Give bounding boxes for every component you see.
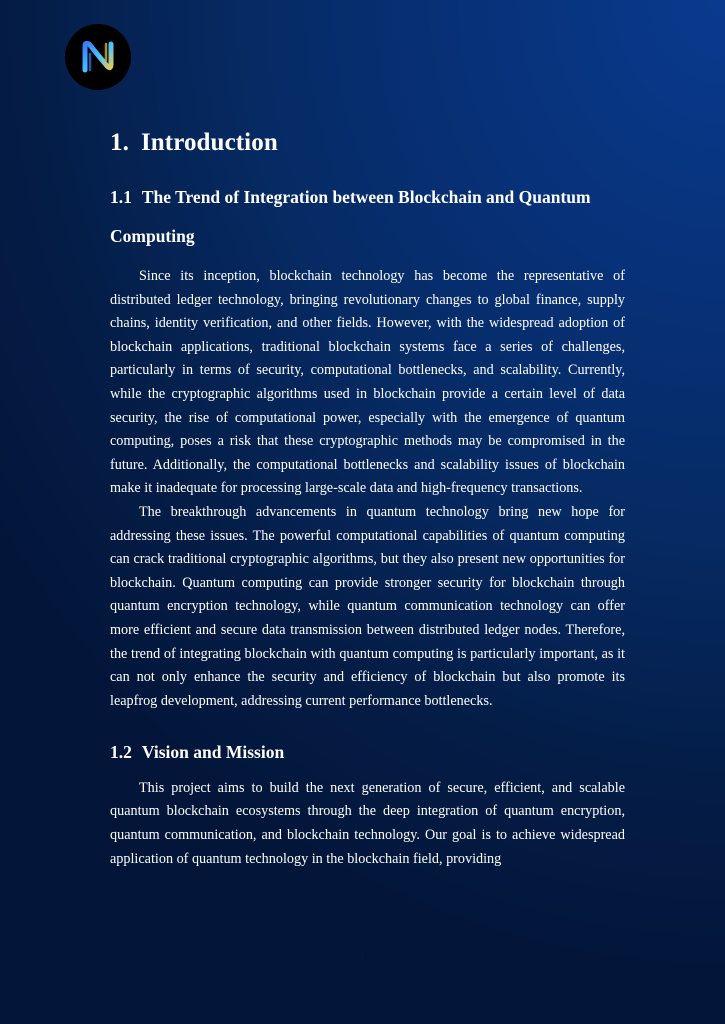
- paragraph: Since its inception, blockchain technology has become the representative of distributed ledger technology, bringing revolutionary changes to global finance, supply chains, identity verification, and other fields. However, with the widespread adoption of blockchain applications, traditional blockchain systems face a series of challenges, particularly in terms of security, computational bottlenecks, and scalability. Currently, while the cryptographic algorithms used in blockchain provide a certain level of data security, the rise of computational power, especially with the emergence of quantum computing, poses a risk that these cryptographic methods may be compromised in the future. Additionally, the computational bottlenecks and scalability issues of blockchain make it inadequate for processing large-scale data and high-frequency transactions.: [110, 268, 625, 497]
- section-number: 1.1: [110, 187, 132, 207]
- n-logo-icon: [65, 24, 131, 90]
- chapter-title: Introduction: [140, 129, 278, 156]
- section-heading: [110, 178, 625, 255]
- brand-logo: [65, 24, 131, 90]
- section-number: 1.2: [110, 742, 132, 763]
- chapter-number: 1.: [110, 129, 129, 156]
- chapter-heading: [110, 126, 625, 160]
- paragraph: The breakthrough advancements in quantum technology bring new hope for addressing these issues. The powerful computational capabilities of quantum computing can crack traditional cryptographic algorithms, but they also present new opportunities for blockchain. Quantum computing can provide stronger security for blockchain through quantum encryption technology, while quantum communication technology can offer more efficient and secure data transmission between distributed ledger nodes. Therefore, the trend of integrating blockchain with quantum computing is particularly important, as it can not only enhance the security and efficiency of blockchain but also promote its leapfrog development, addressing current performance bottlenecks.: [110, 503, 625, 709]
- section-title: Vision and Mission: [141, 742, 285, 763]
- page-number: 1: [359, 950, 365, 961]
- section-heading: [110, 733, 625, 772]
- paragraph: This project aims to build the next generation of secure, efficient, and scalable quantum blockchain ecosystems through the deep integration of quantum encryption, quantum communication, and blockchain technology. Our goal is to achieve widespread application of quantum technology in the blockchain field, providing: [110, 779, 625, 867]
- document-body: [110, 126, 625, 871]
- section-title: The Trend of Integration between Blockchain and Quantum Computing: [110, 187, 591, 246]
